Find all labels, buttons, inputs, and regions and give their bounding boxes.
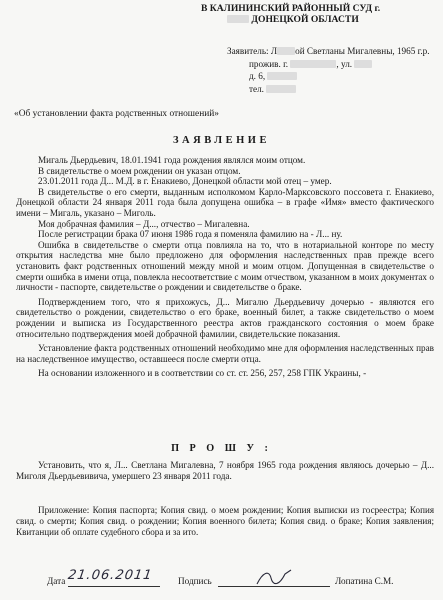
signature-block	[0, 566, 443, 594]
signer-name: Лопатина С.М.	[335, 576, 394, 586]
address-street: , ул.	[336, 58, 353, 69]
redaction-mark	[267, 72, 297, 80]
paragraph-3: 23.01.2011 года Д... М.Д. в г. Енакиево, Донецкой области мой отец – умер.	[38, 176, 332, 187]
redaction-mark	[277, 47, 295, 55]
court-address	[201, 3, 380, 25]
redaction-mark	[227, 15, 249, 23]
request-section	[16, 460, 434, 481]
request-text: Установить, что я, Л... Светлана Мигалевна, 7 ноября 1965 года рождения являюсь дочерью – Д... Миголя Дьердьевивича, умершего 23 января 2011 года.	[16, 460, 434, 481]
paragraph-10: На основании изложенного и в соответствии со ст. ст. 256, 257, 258 ГПК Украины, -	[38, 368, 367, 379]
court-line-2	[201, 14, 380, 25]
statement-body	[16, 155, 434, 379]
court-region: ДОНЕЦКОЙ ОБЛАСТИ	[251, 14, 359, 25]
attachments-section	[16, 505, 434, 537]
paragraph-5: Моя добрачная фамилия – Д..., отчество – Мигалевна.	[38, 218, 250, 229]
paragraph-6: После регистрации брака 07 июня 1986 года я поменяла фамилию на - Л... ну.	[38, 229, 343, 240]
paragraph-1: Мигаль Дьердьевич, 18.01.1941 года рождения являлся моим отцом.	[38, 155, 306, 165]
applicant-line	[227, 45, 430, 58]
phone-label: тел.	[249, 83, 264, 94]
request-title: П Р О Ш У :	[171, 443, 272, 454]
signature-mark	[255, 566, 295, 588]
paragraph-8: Подтверждением того, что я прихожусь, Д... Мигалю Дьердьевичу дочерью - являются его свидетельство о рождении, свидетельство о его браке, военный билет, а также свидетельство о моем рождении и выписка из Государственного реестра актов гражданского состояния о моем браке относительно подтверждения моей добрачной фамилии, свидетельские показания.	[16, 296, 434, 339]
document-title: ЗАЯВЛЕНИЕ	[173, 135, 270, 146]
address-line-2	[227, 70, 430, 83]
redaction-mark	[354, 60, 372, 68]
address-line-1	[227, 58, 430, 71]
applicant-name: ой Светланы Мигалевны, 1965 г.р.	[295, 46, 430, 56]
phone-line	[227, 83, 430, 96]
date-underline	[68, 586, 160, 587]
paragraph-7: Ошибка в свидетельстве о смерти отца повлияла на то, что в нотариальной конторе по месту открытия наследства мне было предложено для оформления наследственных прав прежде всего установить факт родственных отношений между мной и моим отцом. Допущенная в свидетельстве о смерти ошибка в имени отца, повлекла несоответствие с моим отчеством, указанном в моих документах о личности - паспорте, свидетельстве о рождении и свидетельстве о браке.	[16, 239, 434, 293]
handwritten-date: 21.06.2011	[66, 568, 154, 583]
signature-label: Подпись	[178, 576, 212, 586]
address-city: прожив. г.	[249, 58, 289, 69]
attachments-text: Приложение: Копия паспорта; Копия свид. о моем рождении; Копия выписки из госреестра; Копия свид. о смерти; Копия свид. о рождении; Копия военного билета; Копия свид. о браке; Копия заявления; Квитанции об оплате судебного сбора и за ито.	[16, 505, 434, 537]
redaction-mark	[290, 60, 336, 68]
redaction-mark	[266, 85, 296, 93]
address-house: д. 6,	[249, 71, 266, 81]
subject-line: «Об установлении факта родственных отношений»	[14, 109, 219, 119]
paragraph-9: Установление факта родственных отношений необходимо мне для оформления наследственных прав на наследственное имущество, оставшееся после смерти отца.	[16, 343, 434, 364]
paragraph-4: В свидетельстве о его смерти, выданным исполкомом Карло-Марксовского поссовета г. Енакиево, Донецкой области 24 января 2011 года была допущена ошибка – в графе «Имя» вместо фактического имени – Мигаль, указано – Миголь.	[16, 186, 434, 218]
applicant-label: Заявитель: Л	[227, 46, 278, 56]
court-line-1: В КАЛИНИНСКИЙ РАЙОННЫЙ СУД г.	[201, 3, 381, 14]
paragraph-2: В свидетельстве о моем рождении он указан отцом.	[38, 165, 241, 176]
applicant-block	[227, 45, 430, 95]
date-label: Дата	[47, 576, 66, 586]
